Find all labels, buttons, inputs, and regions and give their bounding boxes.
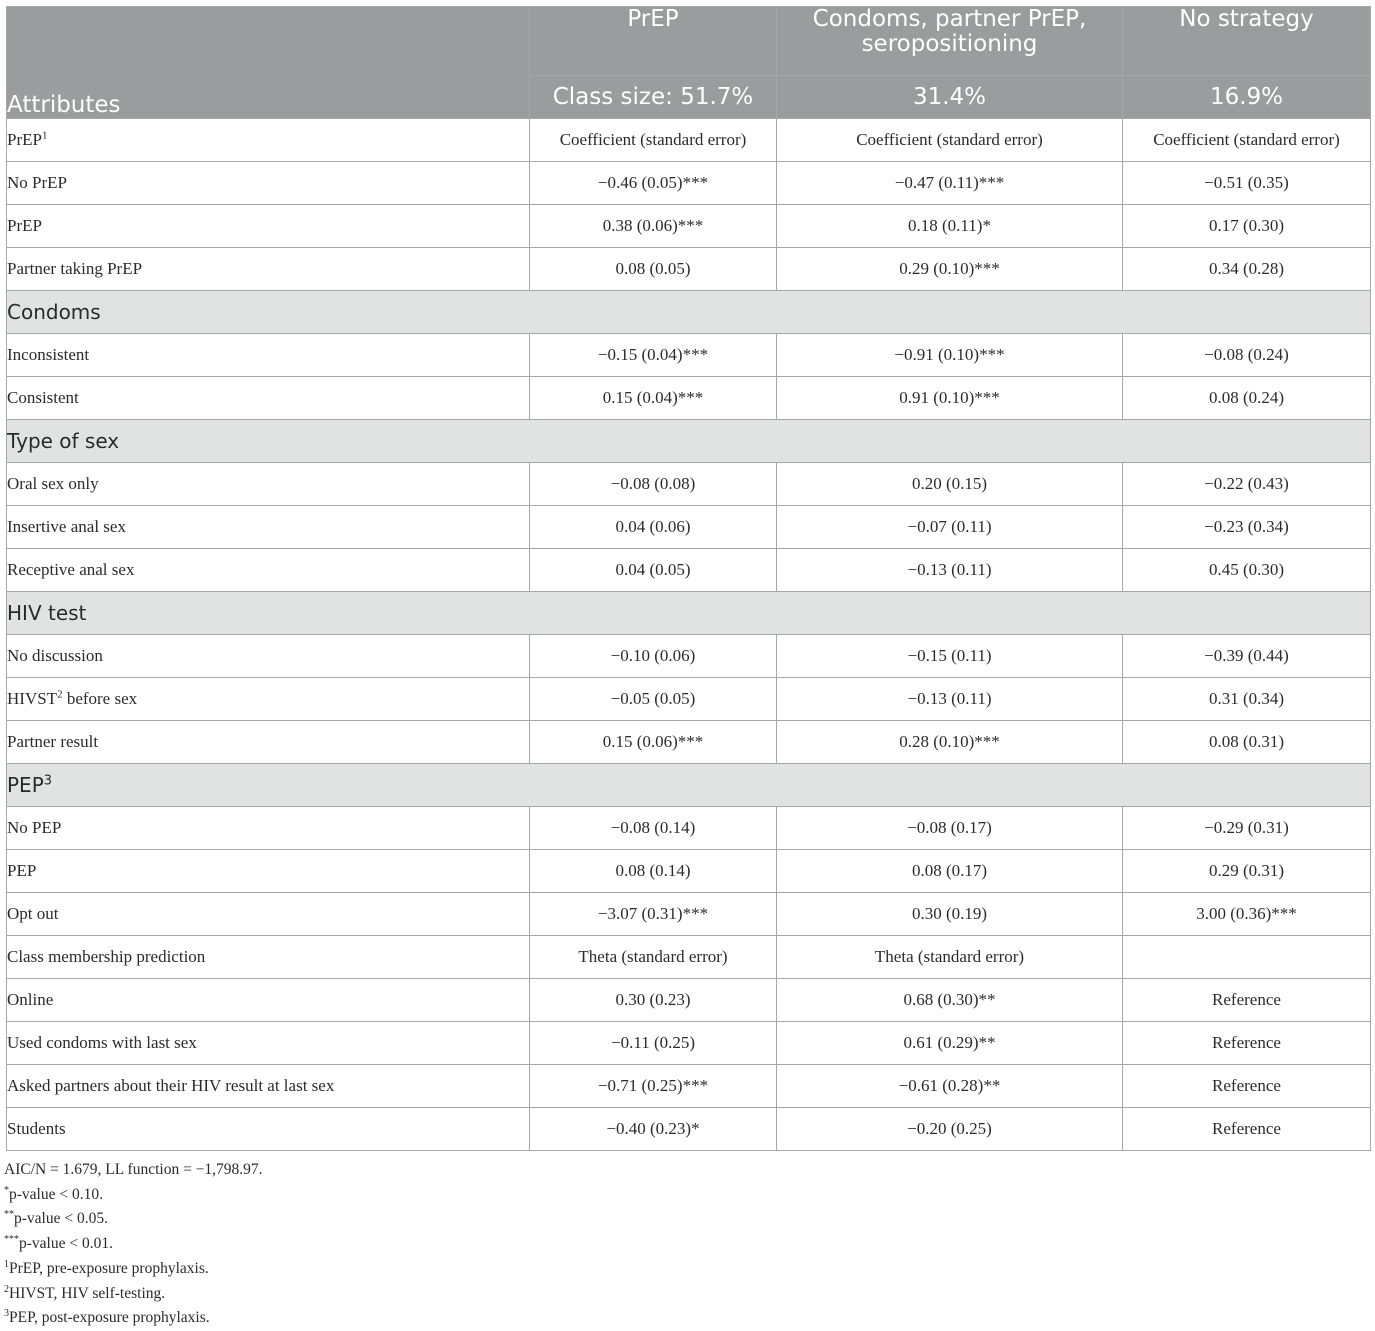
- table-row: [7, 248, 1371, 291]
- results-table: [6, 6, 1371, 1151]
- footnote: $^3$PEP, post-exposure prophylaxis.: [4, 1308, 210, 1327]
- table-cell: −0.07 (0.11): [777, 506, 1123, 549]
- table-cell: 0.08 (0.17): [777, 850, 1123, 893]
- table-row: [7, 893, 1371, 936]
- table-cell: −0.08 (0.14): [530, 807, 777, 850]
- table-cell: 0.38 (0.06)***: [530, 205, 777, 248]
- table-cell: Reference: [1123, 1108, 1371, 1151]
- row-label: Students: [7, 1108, 530, 1151]
- table-cell: 0.30 (0.19): [777, 893, 1123, 936]
- row-label: Inconsistent: [7, 334, 530, 377]
- table-cell: −0.61 (0.28)**: [777, 1065, 1123, 1108]
- table-cell: −0.15 (0.04)***: [530, 334, 777, 377]
- section-row: [7, 592, 1371, 635]
- row-label: Class membership prediction: [7, 936, 530, 979]
- section-title: Type of sex: [7, 420, 1371, 463]
- table-row: [7, 721, 1371, 764]
- table-cell: [1123, 936, 1371, 979]
- row-label: No PrEP: [7, 162, 530, 205]
- row-label: Opt out: [7, 893, 530, 936]
- table-cell: −0.91 (0.10)***: [777, 334, 1123, 377]
- table-row: [7, 205, 1371, 248]
- footnote: AIC/N = 1.679, LL function = −1,798.97.: [4, 1161, 263, 1178]
- row-label: Partner result: [7, 721, 530, 764]
- section-title: PEP$^3$: [7, 764, 1371, 807]
- table-row: [7, 979, 1371, 1022]
- row-label: PEP: [7, 850, 530, 893]
- table-row: [7, 334, 1371, 377]
- table-row: [7, 162, 1371, 205]
- row-label: No PEP: [7, 807, 530, 850]
- table-row: [7, 119, 1371, 162]
- table-row: [7, 377, 1371, 420]
- table-cell: 0.15 (0.06)***: [530, 721, 777, 764]
- table-row: [7, 678, 1371, 721]
- table-cell: 0.30 (0.23): [530, 979, 777, 1022]
- col-header-no-strategy: No strategy: [1123, 7, 1371, 76]
- row-label: PrEP: [7, 205, 530, 248]
- table-cell: Reference: [1123, 979, 1371, 1022]
- table-cell: Coefficient (standard error): [530, 119, 777, 162]
- row-label: Online: [7, 979, 530, 1022]
- header-row: [7, 7, 1371, 76]
- table-cell: 0.31 (0.34): [1123, 678, 1371, 721]
- table-footnotes: [4, 1158, 263, 1331]
- table-cell: −0.46 (0.05)***: [530, 162, 777, 205]
- table-cell: 0.04 (0.05): [530, 549, 777, 592]
- row-label: Oral sex only: [7, 463, 530, 506]
- table-cell: −3.07 (0.31)***: [530, 893, 777, 936]
- table-cell: −0.20 (0.25): [777, 1108, 1123, 1151]
- row-label: Consistent: [7, 377, 530, 420]
- table-cell: −0.10 (0.06): [530, 635, 777, 678]
- row-label: No discussion: [7, 635, 530, 678]
- footnote-marker: 3: [43, 773, 53, 789]
- table-row: [7, 635, 1371, 678]
- table-body: [7, 119, 1371, 1151]
- table-cell: −0.47 (0.11)***: [777, 162, 1123, 205]
- table-cell: −0.71 (0.25)***: [530, 1065, 777, 1108]
- table-cell: 0.18 (0.11)*: [777, 205, 1123, 248]
- table-cell: −0.40 (0.23)*: [530, 1108, 777, 1151]
- table-row: [7, 1065, 1371, 1108]
- table-row: [7, 1022, 1371, 1065]
- col-header-condoms: Condoms, partner PrEP, seropositioning: [777, 7, 1123, 76]
- footnote: ***p-value < 0.01.: [4, 1233, 113, 1253]
- section-row: [7, 420, 1371, 463]
- table-cell: −0.11 (0.25): [530, 1022, 777, 1065]
- class-size-prep: Class size: 51.7%: [530, 76, 777, 119]
- table-cell: 0.91 (0.10)***: [777, 377, 1123, 420]
- table-row: [7, 1108, 1371, 1151]
- row-label: Used condoms with last sex: [7, 1022, 530, 1065]
- row-label: Insertive anal sex: [7, 506, 530, 549]
- section-row: [7, 291, 1371, 334]
- class-size-no-strategy: 16.9%: [1123, 76, 1371, 119]
- table-cell: Reference: [1123, 1065, 1371, 1108]
- col-header-prep: PrEP: [530, 7, 777, 76]
- table-cell: −0.51 (0.35): [1123, 162, 1371, 205]
- table-cell: 0.08 (0.14): [530, 850, 777, 893]
- table-cell: Coefficient (standard error): [777, 119, 1123, 162]
- table-cell: −0.08 (0.24): [1123, 334, 1371, 377]
- table-cell: 0.15 (0.04)***: [530, 377, 777, 420]
- table-cell: 0.28 (0.10)***: [777, 721, 1123, 764]
- row-label: Partner taking PrEP: [7, 248, 530, 291]
- table-cell: −0.39 (0.44): [1123, 635, 1371, 678]
- table-cell: 0.29 (0.10)***: [777, 248, 1123, 291]
- table-cell: Coefficient (standard error): [1123, 119, 1371, 162]
- footnote-marker: 2: [57, 688, 63, 701]
- class-size-condoms: 31.4%: [777, 76, 1123, 119]
- table-cell: 0.45 (0.30): [1123, 549, 1371, 592]
- section-row: [7, 764, 1371, 807]
- table-cell: −0.05 (0.05): [530, 678, 777, 721]
- table-cell: Reference: [1123, 1022, 1371, 1065]
- row-label: Asked partners about their HIV result at last sex: [7, 1065, 530, 1108]
- footnote-marker: 1: [41, 129, 48, 142]
- table-cell: −0.08 (0.08): [530, 463, 777, 506]
- table-cell: −0.08 (0.17): [777, 807, 1123, 850]
- footnote: $^2$HIVST, HIV self-testing.: [4, 1283, 166, 1302]
- row-label: PrEP$^1$: [7, 119, 530, 162]
- footnote: **p-value < 0.05.: [4, 1209, 108, 1228]
- table-cell: −0.13 (0.11): [777, 549, 1123, 592]
- table-cell: 0.08 (0.05): [530, 248, 777, 291]
- row-label: Receptive anal sex: [7, 549, 530, 592]
- table-cell: 0.04 (0.06): [530, 506, 777, 549]
- table-row: [7, 549, 1371, 592]
- table-cell: 0.68 (0.30)**: [777, 979, 1123, 1022]
- table-cell: 0.61 (0.29)**: [777, 1022, 1123, 1065]
- table-cell: −0.13 (0.11): [777, 678, 1123, 721]
- table-row: [7, 807, 1371, 850]
- table-row: [7, 850, 1371, 893]
- table-cell: 0.17 (0.30): [1123, 205, 1371, 248]
- section-title: Condoms: [7, 291, 1371, 334]
- row-label: HIVST$^2$ before sex: [7, 678, 530, 721]
- footnote: *p-value < 0.10.: [4, 1184, 103, 1203]
- table-row: [7, 936, 1371, 979]
- section-title: HIV test: [7, 592, 1371, 635]
- table-cell: 0.08 (0.31): [1123, 721, 1371, 764]
- table-cell: −0.22 (0.43): [1123, 463, 1371, 506]
- table-cell: 0.29 (0.31): [1123, 850, 1371, 893]
- attributes-header: Attributes: [7, 7, 530, 119]
- table-cell: −0.29 (0.31): [1123, 807, 1371, 850]
- table-row: [7, 463, 1371, 506]
- table-cell: 0.08 (0.24): [1123, 377, 1371, 420]
- table-cell: Theta (standard error): [777, 936, 1123, 979]
- table-cell: −0.23 (0.34): [1123, 506, 1371, 549]
- table-cell: 3.00 (0.36)***: [1123, 893, 1371, 936]
- table-row: [7, 506, 1371, 549]
- table-cell: Theta (standard error): [530, 936, 777, 979]
- table-cell: −0.15 (0.11): [777, 635, 1123, 678]
- table-cell: 0.20 (0.15): [777, 463, 1123, 506]
- footnote: $^1$PrEP, pre-exposure prophylaxis.: [4, 1258, 209, 1277]
- table-cell: 0.34 (0.28): [1123, 248, 1371, 291]
